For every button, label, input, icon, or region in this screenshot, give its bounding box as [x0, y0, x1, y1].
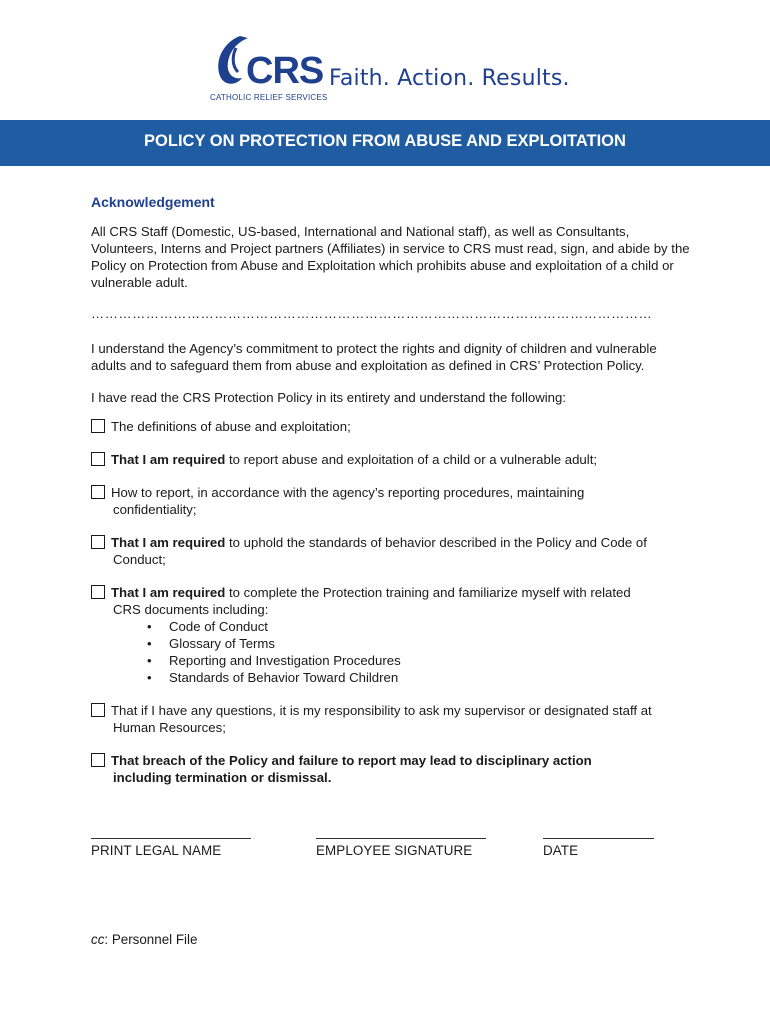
checklist-item-how-to-report: How to report, in accordance with the agency’s reporting procedures, maintaining confidentiality; [91, 484, 691, 518]
name-line[interactable] [91, 838, 251, 839]
list-item: • Code of Conduct [169, 618, 691, 635]
dotted-separator: …………………………………………………………………………………………………………… [91, 306, 653, 321]
list-item: • Glossary of Terms [169, 635, 691, 652]
checkbox[interactable] [91, 585, 105, 599]
checkbox[interactable] [91, 485, 105, 499]
checkbox[interactable] [91, 535, 105, 549]
list-item: • Standards of Behavior Toward Children [169, 669, 691, 686]
checklist-item-definitions: The definitions of abuse and exploitation; [91, 418, 691, 435]
document-list [111, 618, 691, 686]
page-title: POLICY ON PROTECTION FROM ABUSE AND EXPLOITATION [144, 132, 626, 150]
date-line[interactable] [543, 838, 654, 839]
checklist-item-questions: That if I have any questions, it is my responsibility to ask my supervisor or designated staff at Human Resources; [91, 702, 691, 736]
logo-subtitle: CATHOLIC RELIEF SERVICES [210, 93, 328, 102]
commitment-paragraph: I understand the Agency’s commitment to protect the rights and dignity of children and vulnerable adults and to safeguard them from abuse and exploitation as defined in CRS’ Protection Policy. [91, 341, 657, 373]
document-body [91, 194, 691, 802]
list-item: • Reporting and Investigation Procedures [169, 652, 691, 669]
checklist-item-breach: That breach of the Policy and failure to report may lead to disciplinary action including termination or dismissal. [91, 752, 691, 786]
checkbox[interactable] [91, 703, 105, 717]
date-signature-block [543, 838, 654, 858]
checklist-item-report: That I am required to report abuse and exploitation of a child or a vulnerable adult; [91, 451, 691, 468]
crs-logo [206, 30, 586, 106]
understanding-paragraph: I have read the CRS Protection Policy in its entirety and understand the following: [91, 390, 567, 405]
employee-signature-block [316, 838, 486, 858]
checklist-item-training: That I am required to complete the Protection training and familiarize myself with related CRS documents including: • Code of Conduct • Glossary of Terms • Reporting and Investigation Procedures • Standards of Behavior Toward Children [91, 584, 691, 686]
signature-line[interactable] [316, 838, 486, 839]
intro-paragraph: All CRS Staff (Domestic, US-based, International and National staff), as well as Consultants, Volunteers, Interns and Project partners (Affiliates) in service to CRS must read, sign, and abide by the Policy on Protection from Abuse and Exploitation which prohibits abuse and exploitation of a child or vulnerable adult. [91, 224, 690, 290]
cc-note: cc: Personnel File [91, 932, 198, 947]
section-heading: Acknowledgement [91, 194, 215, 210]
checkbox[interactable] [91, 753, 105, 767]
checkbox[interactable] [91, 452, 105, 466]
name-signature-block [91, 838, 251, 858]
date-label: DATE [543, 843, 579, 858]
checkbox[interactable] [91, 419, 105, 433]
print-name-label: PRINT LEGAL NAME [91, 843, 222, 858]
checklist-item-uphold: That I am required to uphold the standards of behavior described in the Policy and Code of Conduct; [91, 534, 691, 568]
logo-tagline: Faith. Action. Results. [329, 66, 570, 91]
logo-brand: CRS [246, 50, 324, 92]
employee-signature-label: EMPLOYEE SIGNATURE [316, 843, 473, 858]
title-banner [0, 120, 770, 166]
